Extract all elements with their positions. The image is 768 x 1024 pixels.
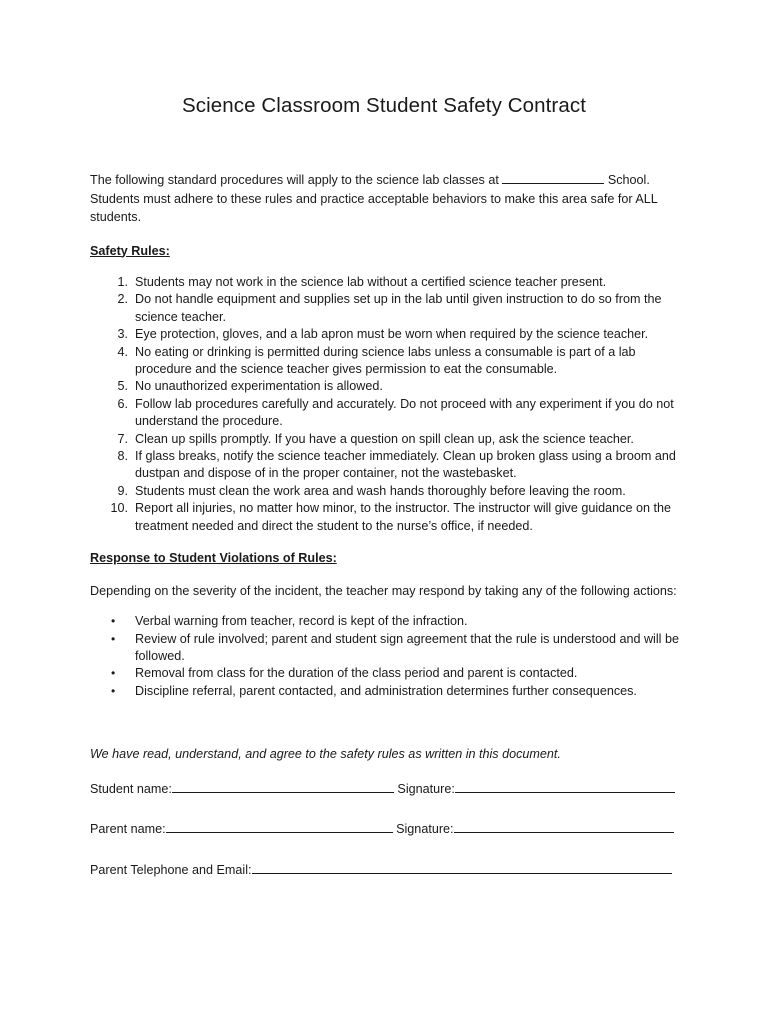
rule-text: No eating or drinking is permitted during science labs unless a consumable is part of a lab procedure and the science teacher gives permission to eat the consumable. — [135, 344, 636, 377]
rule-item — [90, 291, 680, 326]
rule-number: 10. — [110, 501, 128, 516]
rule-text: Eye protection, gloves, and a lab apron must be worn when required by the science teacher. — [135, 327, 649, 342]
response-item — [90, 665, 680, 682]
bullet-icon: • — [111, 666, 116, 681]
student-signature-label: Signature: — [397, 781, 455, 796]
parent-name-field[interactable] — [166, 819, 393, 833]
bullet-icon: • — [111, 683, 116, 698]
rule-text: Follow lab procedures carefully and accurately. Do not proceed with any experiment if you do not understand the procedure. — [135, 396, 674, 429]
violations-intro: Depending on the severity of the incident, the teacher may respond by taking any of the following actions: — [90, 583, 677, 598]
rule-item — [90, 396, 680, 431]
bullet-icon: • — [111, 614, 116, 629]
response-item — [90, 683, 680, 700]
rule-text: Report all injuries, no matter how minor, to the instructor. The instructor will give guidance on the treatment needed and direct the student to the nurse’s office, if needed. — [135, 501, 671, 533]
rule-item — [90, 326, 680, 343]
rule-text: No unauthorized experimentation is allowed. — [135, 379, 383, 394]
parent-signature-label: Signature: — [396, 822, 454, 837]
response-text: Review of rule involved; parent and student sign agreement that the rule is understood and will be followed. — [135, 631, 679, 663]
violations-heading: Response to Student Violations of Rules: — [90, 551, 337, 566]
rule-text: Students must clean the work area and wash hands thoroughly before leaving the room. — [135, 483, 626, 498]
rule-number: 6. — [117, 396, 128, 411]
intro-paragraph — [90, 171, 680, 227]
intro-text-start: The following standard procedures will apply to the science lab classes at — [90, 173, 499, 187]
rule-text: Do not handle equipment and supplies set up in the lab until given instruction to do so from the science teacher. — [135, 292, 662, 324]
response-item — [90, 631, 680, 666]
student-signature-field[interactable] — [455, 779, 675, 793]
safety-rules-list — [90, 274, 680, 535]
document-title: Science Classroom Student Safety Contract — [181, 94, 587, 117]
school-name-blank — [502, 171, 604, 184]
safety-rules-heading: Safety Rules: — [90, 243, 170, 258]
student-signature-row — [90, 779, 680, 799]
agreement-statement: We have read, understand, and agree to the safety rules as written in this document. — [90, 747, 561, 762]
parent-signature-field[interactable] — [454, 819, 674, 833]
document-body — [90, 171, 680, 900]
rule-item — [90, 344, 680, 379]
parent-contact-label: Parent Telephone and Email: — [90, 862, 252, 877]
rule-number: 8. — [117, 449, 128, 464]
intro-text-end: School. Students must adhere to these rules and practice acceptable behaviors to make this area safe for ALL students. — [90, 173, 658, 224]
rule-item — [90, 448, 680, 483]
student-name-field[interactable] — [172, 779, 394, 793]
parent-contact-field[interactable] — [252, 860, 672, 874]
rule-number: 4. — [117, 344, 128, 359]
rule-item — [90, 274, 680, 291]
rule-number: 3. — [117, 327, 128, 342]
rule-number: 9. — [117, 483, 128, 498]
rule-number: 1. — [117, 275, 128, 289]
parent-contact-row — [90, 860, 680, 880]
response-item — [90, 613, 680, 630]
student-name-label: Student name: — [90, 781, 172, 796]
rule-item — [90, 431, 680, 448]
bullet-icon: • — [111, 631, 116, 646]
rule-text: Clean up spills promptly. If you have a question on spill clean up, ask the science teacher. — [135, 431, 634, 446]
rule-item — [90, 378, 680, 395]
response-text: Verbal warning from teacher, record is kept of the infraction. — [135, 614, 468, 629]
responses-list — [90, 613, 680, 700]
parent-name-label: Parent name: — [90, 822, 166, 837]
rule-text: If glass breaks, notify the science teacher immediately. Clean up broken glass using a broom and dustpan and dispose of in the proper container, not the wastebasket. — [135, 449, 676, 481]
rule-item — [90, 500, 680, 535]
rule-item — [90, 483, 680, 500]
parent-signature-row — [90, 819, 680, 839]
response-text: Removal from class for the duration of the class period and parent is contacted. — [135, 666, 578, 681]
rule-number: 7. — [117, 431, 128, 446]
rule-number: 5. — [117, 379, 128, 394]
rule-number: 2. — [117, 292, 128, 307]
response-text: Discipline referral, parent contacted, and administration determines further consequences. — [135, 683, 637, 698]
rule-text: Students may not work in the science lab without a certified science teacher present. — [135, 275, 607, 289]
